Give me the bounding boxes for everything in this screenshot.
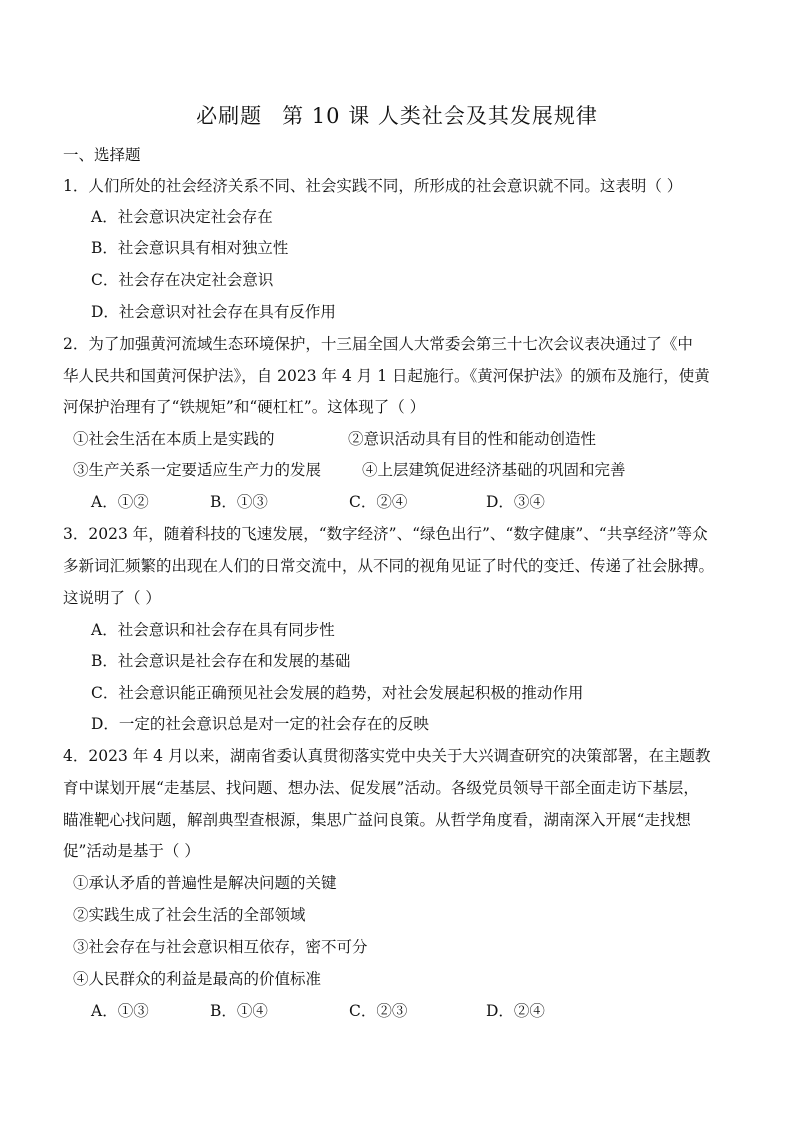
q2-item-2: ②意识活动具有目的性和能动创造性 bbox=[348, 430, 597, 448]
q3-stem-line1: 3．2023 年，随着科技的飞速发展，“数字经济”、“绿色出行”、“数字健康”、“共享经济”等众 bbox=[63, 525, 708, 543]
q4-stem-line2: 育中谋划开展“走基层、找问题、想办法、促发展”活动。各级党员领导干部全面走访下基层， bbox=[63, 779, 699, 797]
q2-stem-line3: 河保护治理有了“铁规矩”和“硬杠杠”。这体现了（ ） bbox=[63, 398, 426, 416]
q2-choice-b: B．①③ bbox=[210, 493, 268, 511]
q3-stem-line2: 多新词汇频繁的出现在人们的日常交流中，从不同的视角见证了时代的变迁、传递了社会脉搏。 bbox=[63, 557, 715, 575]
q1-stem: 1．人们所处的社会经济关系不同、社会实践不同，所形成的社会意识就不同。这表明（ ） bbox=[63, 177, 683, 195]
q3-option-d: D．一定的社会意识总是对一定的社会存在的反映 bbox=[91, 715, 429, 733]
page-title bbox=[0, 100, 794, 130]
q2-item-1: ①社会生活在本质上是实践的 bbox=[73, 430, 275, 448]
q3-option-b: B．社会意识是社会存在和发展的基础 bbox=[91, 652, 351, 670]
q4-stem-line3: 瞄准靶心找问题，解剖典型查根源，集思广益问良策。从哲学角度看，湖南深入开展“走找想 bbox=[63, 811, 691, 829]
q4-stem-line1: 4．2023 年 4 月以来，湖南省委认真贯彻落实党中央关于大兴调查研究的决策部署，在主题教 bbox=[63, 747, 711, 765]
q2-choice-a: A．①② bbox=[91, 493, 149, 511]
q3-option-a: A．社会意识和社会存在具有同步性 bbox=[91, 621, 335, 639]
q2-stem-line2: 华人民共和国黄河保护法》，自 2023 年 4 月 1 日起施行。《黄河保护法》的颁布及施行，使黄 bbox=[63, 367, 710, 385]
q4-item-2: ②实践生成了社会生活的全部领域 bbox=[73, 906, 306, 924]
q2-choices bbox=[0, 492, 794, 512]
q2-choice-c: C．②④ bbox=[349, 493, 408, 511]
q4-choice-a: A．①③ bbox=[91, 1002, 149, 1020]
q2-items-row2 bbox=[0, 460, 794, 480]
q2-item-4: ④上层建筑促进经济基础的巩固和完善 bbox=[362, 461, 626, 479]
q3-option-c: C．社会意识能正确预见社会发展的趋势，对社会发展起积极的推动作用 bbox=[91, 684, 584, 702]
q4-stem-line4: 促”活动是基于（ ） bbox=[63, 842, 200, 860]
title-part1: 必刷题 bbox=[196, 104, 263, 128]
q1-option-a: A．社会意识决定社会存在 bbox=[91, 208, 273, 226]
q4-item-3: ③社会存在与社会意识相互依存，密不可分 bbox=[73, 938, 368, 956]
q4-choice-d: D．②④ bbox=[486, 1002, 545, 1020]
q1-option-b: B．社会意识具有相对独立性 bbox=[91, 239, 289, 257]
q4-item-1: ①承认矛盾的普遍性是解决问题的关键 bbox=[73, 874, 337, 892]
q3-stem-line3: 这说明了（ ） bbox=[63, 589, 161, 607]
q4-choices bbox=[0, 1001, 794, 1021]
q1-option-c: C．社会存在决定社会意识 bbox=[91, 271, 274, 289]
q2-item-3: ③生产关系一定要适应生产力的发展 bbox=[73, 461, 322, 479]
title-part2: 第 10 课 人类社会及其发展规律 bbox=[282, 104, 598, 128]
section-heading: 一、选择题 bbox=[63, 146, 141, 164]
q4-item-4: ④人民群众的利益是最高的价值标准 bbox=[73, 970, 322, 988]
q2-items-row1 bbox=[0, 429, 794, 449]
q2-choice-d: D．③④ bbox=[486, 493, 545, 511]
q4-choice-c: C．②③ bbox=[349, 1002, 408, 1020]
q4-choice-b: B．①④ bbox=[210, 1002, 268, 1020]
q1-option-d: D．社会意识对社会存在具有反作用 bbox=[91, 303, 336, 321]
q2-stem-line1: 2．为了加强黄河流域生态环境保护，十三届全国人大常委会第三十七次会议表决通过了《中 bbox=[63, 335, 693, 353]
